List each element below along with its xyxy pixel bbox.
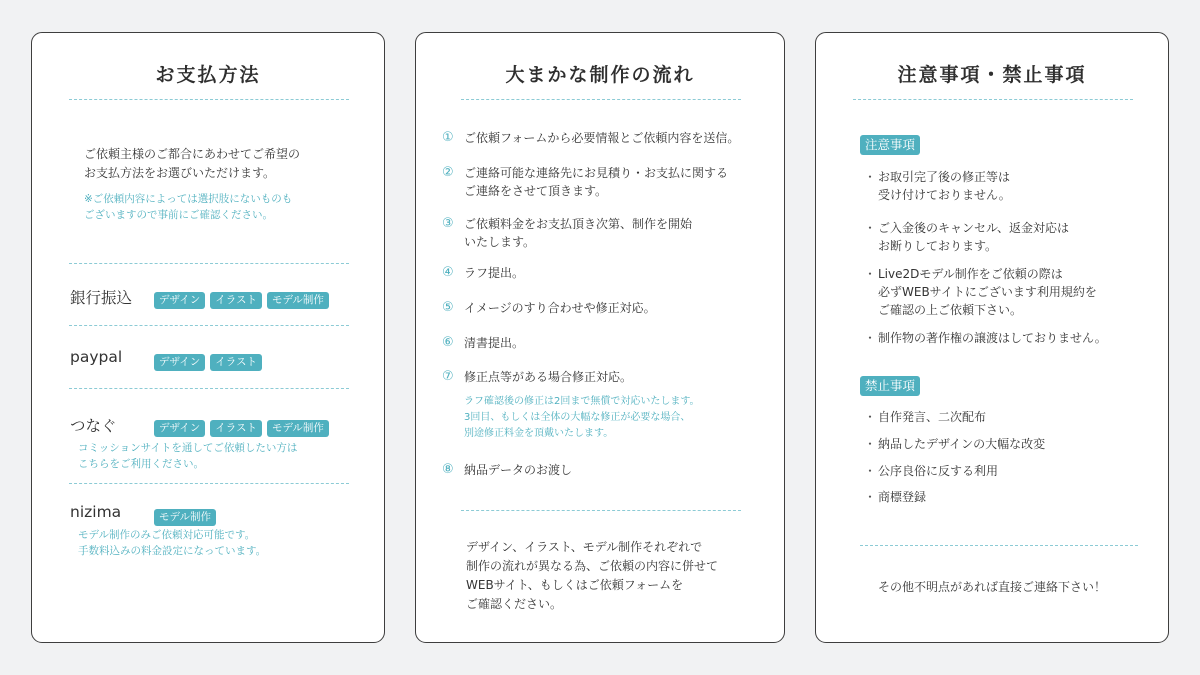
bullet: ・ bbox=[864, 221, 877, 235]
payment-note-line: ございますので事前にご確認ください。 bbox=[84, 209, 273, 221]
step-number: ③ bbox=[442, 216, 454, 231]
bullet: ・ bbox=[864, 410, 877, 424]
divider bbox=[69, 325, 349, 326]
method-name: nizima bbox=[70, 503, 122, 521]
method-note-line: コミッションサイトを通してご依頼したい方は bbox=[78, 442, 298, 454]
notes-card bbox=[815, 32, 1169, 643]
step-text: ラフ提出。 bbox=[464, 266, 525, 280]
step-number: ② bbox=[442, 165, 454, 180]
method-name: つなぐ bbox=[70, 417, 117, 435]
step-note bbox=[464, 394, 700, 442]
prohibited-text: 公序良俗に反する利用 bbox=[878, 464, 999, 478]
prohibited-text: 納品したデザインの大幅な改変 bbox=[878, 437, 1046, 451]
step-text: 納品データのお渡し bbox=[464, 463, 573, 477]
step-text: 清書提出。 bbox=[464, 336, 525, 350]
notes-footer: その他不明点があれば直接ご連絡下さい！ bbox=[877, 580, 1106, 594]
payment-intro-line: お支払方法をお選びいただけます。 bbox=[84, 166, 276, 180]
payment-title: お支払方法 bbox=[155, 64, 261, 86]
method-tags bbox=[154, 350, 267, 371]
prohibited-label: 禁止事項 bbox=[860, 376, 920, 396]
tag-model: モデル制作 bbox=[267, 292, 329, 309]
method-note-line: 手数料込みの料金設定になっています。 bbox=[78, 545, 267, 557]
tag-design: デザイン bbox=[154, 354, 205, 371]
tag-illust: イラスト bbox=[210, 292, 262, 309]
prohibited-text: 商標登録 bbox=[878, 490, 927, 504]
step-number: ④ bbox=[442, 265, 454, 280]
caution-text: 制作物の著作権の譲渡はしておりません。 bbox=[878, 331, 1107, 345]
divider bbox=[69, 483, 349, 484]
caution-label: 注意事項 bbox=[860, 135, 920, 155]
caution-text: ご入金後のキャンセル、返金対応は bbox=[878, 221, 1070, 235]
bullet: ・ bbox=[864, 267, 877, 281]
caution-text: 受け付けておりません。 bbox=[878, 188, 1011, 202]
divider bbox=[461, 510, 741, 511]
payment-note-line: ※ご依頼内容によっては選択肢にないものも bbox=[84, 193, 293, 205]
payment-card bbox=[31, 32, 385, 643]
flow-title: 大まかな制作の流れ bbox=[505, 64, 695, 86]
divider bbox=[69, 263, 349, 264]
divider bbox=[853, 99, 1133, 100]
method-name: paypal bbox=[70, 348, 123, 366]
step-number: ⑦ bbox=[442, 369, 454, 384]
step-number: ① bbox=[442, 130, 454, 145]
method-note-line: モデル制作のみご依頼対応可能です。 bbox=[78, 529, 256, 541]
prohibited-text: 自作発言、二次配布 bbox=[878, 410, 987, 424]
step-text: いたします。 bbox=[464, 235, 536, 249]
step-text: ご連絡をさせて頂きます。 bbox=[464, 184, 608, 198]
method-tags bbox=[154, 288, 334, 309]
method-tags bbox=[154, 416, 334, 437]
flow-footer-line: 制作の流れが異なる為、ご依頼の内容に併せて bbox=[466, 559, 719, 573]
step-number: ⑥ bbox=[442, 335, 454, 350]
payment-note bbox=[84, 191, 292, 223]
bullet: ・ bbox=[864, 170, 877, 184]
divider bbox=[69, 99, 349, 100]
tag-model: モデル制作 bbox=[267, 420, 329, 437]
tag-illust: イラスト bbox=[210, 420, 262, 437]
caution-text: お取引完了後の修正等は bbox=[878, 170, 1011, 184]
tag-illust: イラスト bbox=[210, 354, 262, 371]
tag-model: モデル制作 bbox=[154, 509, 216, 526]
bullet: ・ bbox=[864, 490, 877, 504]
step-note-line: 3回目、もしくは全体の大幅な修正が必要な場合、 bbox=[464, 412, 691, 423]
method-note-line: こちらをご利用ください。 bbox=[78, 458, 204, 470]
caution-text: お断りしております。 bbox=[878, 239, 998, 253]
method-note bbox=[78, 440, 297, 472]
notes-title: 注意事項・禁止事項 bbox=[897, 64, 1087, 86]
flow-footer bbox=[466, 538, 718, 614]
step-text: ご依頼フォームから必要情報とご依頼内容を送信。 bbox=[464, 131, 740, 145]
flow-card bbox=[415, 32, 785, 643]
caution-text: Live2Dモデル制作をご依頼の際は bbox=[878, 267, 1063, 281]
flow-footer-line: デザイン、イラスト、モデル制作それぞれで bbox=[466, 540, 703, 554]
bullet: ・ bbox=[864, 464, 877, 478]
caution-text: 必ずWEBサイトにございます利用規約を bbox=[878, 285, 1097, 299]
method-tags bbox=[154, 505, 221, 526]
step-text: イメージのすり合わせや修正対応。 bbox=[464, 301, 656, 315]
divider bbox=[860, 545, 1138, 546]
method-name: 銀行振込 bbox=[70, 289, 133, 307]
method-note bbox=[78, 527, 266, 559]
flow-footer-line: ご確認ください。 bbox=[466, 597, 563, 611]
step-note-line: 別途修正料金を頂戴いたします。 bbox=[464, 428, 614, 439]
step-text: ご連絡可能な連絡先にお見積り・お支払に関する bbox=[464, 166, 729, 180]
flow-footer-line: WEBサイト、もしくはご依頼フォームを bbox=[466, 578, 684, 592]
divider bbox=[69, 388, 349, 389]
caution-text: ご確認の上ご依頼下さい。 bbox=[878, 303, 1023, 317]
tag-design: デザイン bbox=[154, 292, 205, 309]
step-text: 修正点等がある場合修正対応。 bbox=[464, 370, 633, 384]
bullet: ・ bbox=[864, 331, 877, 345]
step-text: ご依頼料金をお支払頂き次第、制作を開始 bbox=[464, 217, 693, 231]
step-note-line: ラフ確認後の修正は2回まで無償で対応いたします。 bbox=[464, 396, 700, 407]
payment-intro bbox=[84, 145, 300, 183]
payment-intro-line: ご依頼主様のご都合にあわせてご希望の bbox=[84, 147, 301, 161]
step-number: ⑤ bbox=[442, 300, 454, 315]
step-number: ⑧ bbox=[442, 462, 454, 477]
bullet: ・ bbox=[864, 437, 877, 451]
divider bbox=[461, 99, 741, 100]
tag-design: デザイン bbox=[154, 420, 205, 437]
